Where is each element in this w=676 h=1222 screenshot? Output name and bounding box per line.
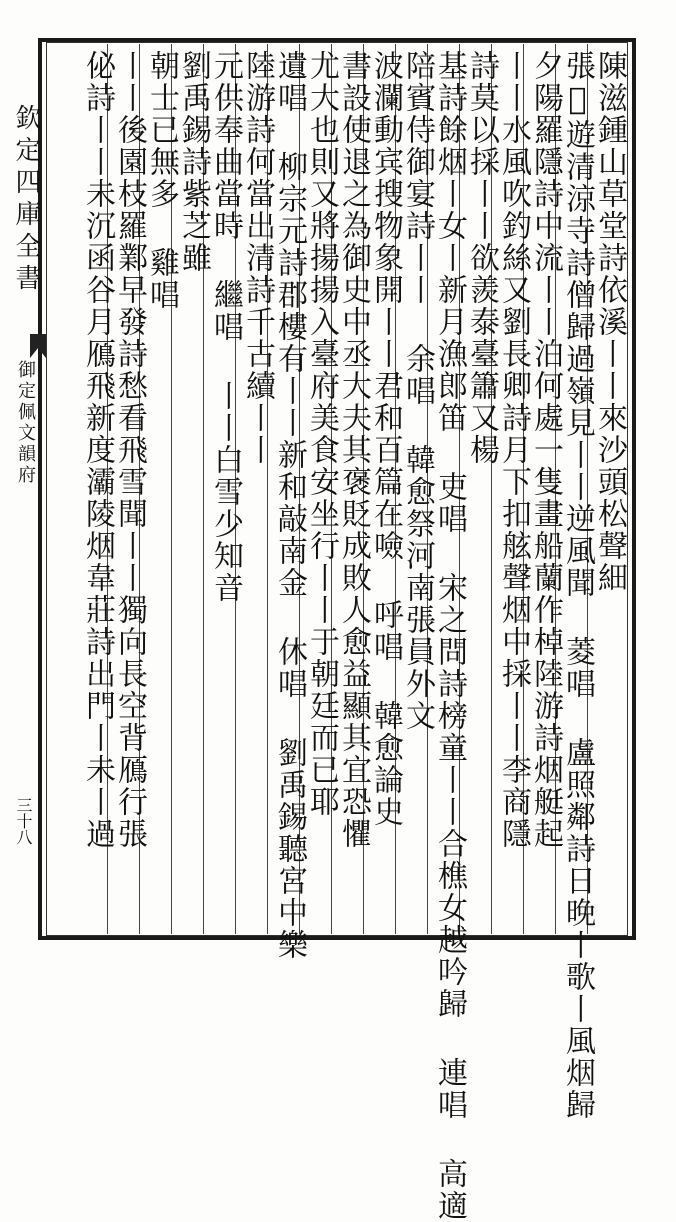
text-column: 佖詩丨丨未沉函谷月鴈飛新度灞陵烟韋莊詩出門丨未丨過 xyxy=(80,50,115,850)
text-column: 基詩餘烟丨女丨新月漁郎笛 吏唱 宋之問詩榜童丨丨合樵女越吟歸 連唱 高適 xyxy=(432,50,467,1222)
text-column: 遺唱 柳宗元詩郡樓有丨丨新和敲南金 休唱 劉禹錫聽宮中樂 xyxy=(272,50,307,961)
text-column: 張𦒿遊清涼寺詩僧歸過嶺見丨丨逆風聞 菱唱 盧照鄰詩日晚丨歌丨風烟歸 xyxy=(560,50,595,1121)
text-column: 詩莫以採丨丨欲羨泰臺簫又楊 xyxy=(464,50,499,466)
text-column: 尤大也則又將揚揚入臺府美食安坐行丨丨于朝廷而已耶 xyxy=(304,50,339,818)
page-number: 三十八 xyxy=(14,797,33,845)
fishtail-mark-icon xyxy=(30,334,46,358)
text-column: 丨丨後園枝羅鄴早發詩愁看飛雪聞丨丨獨向長空背鴈行張 xyxy=(112,50,147,850)
text-column: 陪賓侍御宴詩丨丨 余唱 韓愈祭河南張員外文 xyxy=(400,50,435,732)
text-column: 元供奉曲當時 繼唱 丨丨白雪少知音 xyxy=(208,50,243,604)
text-column: 波瀾動宾搜物象開丨丨君和百篇在噞 呼唱 韓愈論史 xyxy=(368,50,403,828)
page-margin xyxy=(0,42,46,936)
text-column: 陳滋鍾山草堂詩依溪丨丨來沙頭松聲細 xyxy=(592,50,627,594)
text-column: 陸游詩何當出清詩千古續丨丨 xyxy=(240,50,275,466)
book-subtitle: 御定佩文韻府 xyxy=(15,360,36,486)
text-column: 丨丨水風吹釣絲又劉長卿詩月下扣舷聲烟中採丨丨李商隱 xyxy=(496,50,531,850)
book-title: 欽定四庫全書 xyxy=(11,104,41,296)
text-column: 劉禹錫詩紫芝雖 xyxy=(176,50,211,274)
text-column: 夕陽羅隱詩中流丨丨泊何處一隻畫船蘭作棹陸游詩烟艇起 xyxy=(528,50,563,850)
text-column: 書設使退之為御史中丞大夫其褒貶成敗人愈益顯其宜恐懼 xyxy=(336,50,371,850)
text-column: 朝士已無多 雞唱 xyxy=(144,50,179,311)
